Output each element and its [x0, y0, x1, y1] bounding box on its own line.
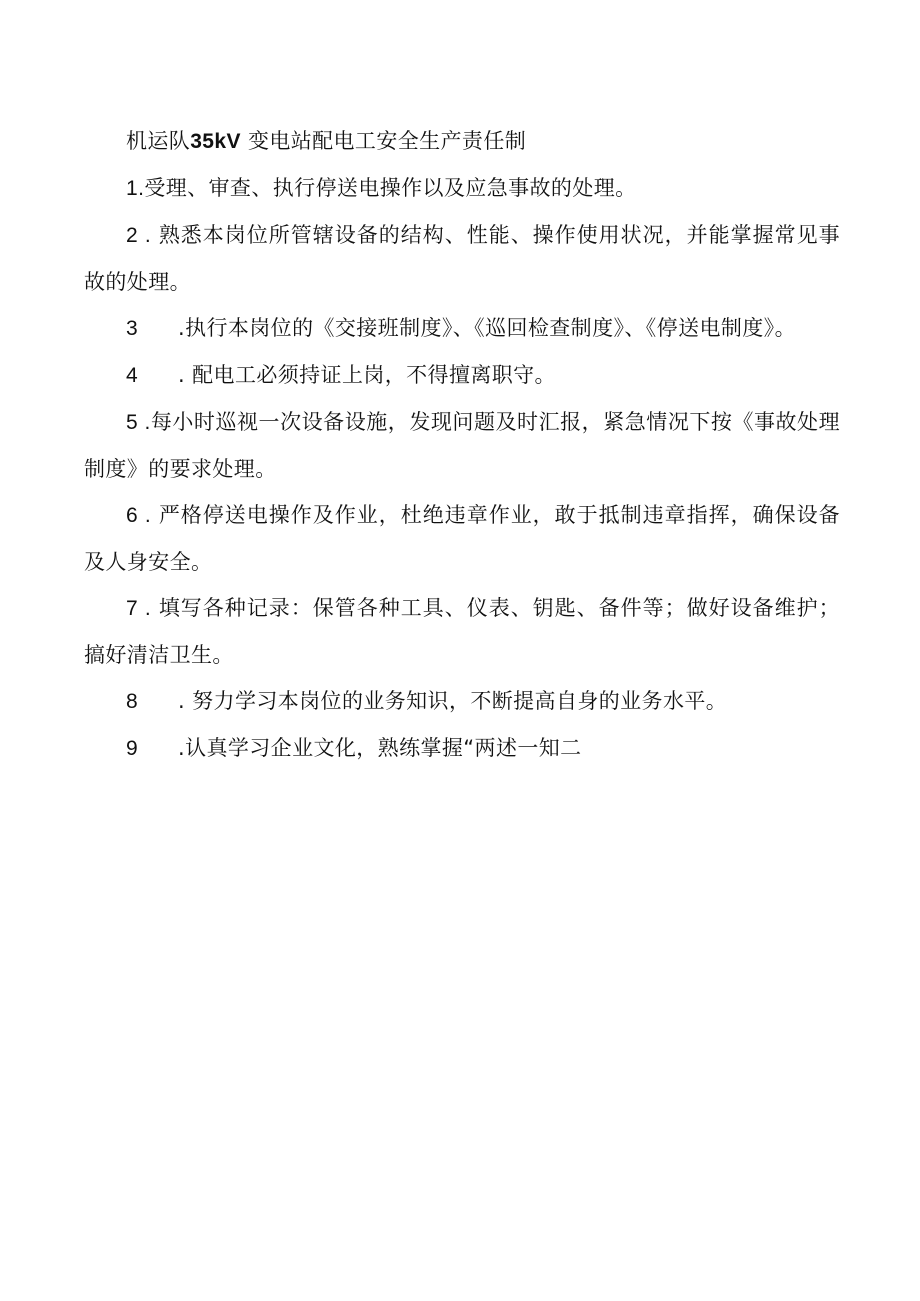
item-text: . 配电工必须持证上岗，不得擅离职守。 [178, 363, 556, 387]
item-text: 填写各种记录：保管各种工具、仪表、钥匙、备件等；做好设备维护；搞好清洁卫生。 [84, 596, 840, 667]
item-number: 9 [126, 737, 139, 760]
item-text: .执行本岗位的《交接班制度》、《巡回检查制度》、《停送电制度》。 [178, 316, 796, 340]
item-text: 严格停送电操作及作业，杜绝违章作业，敢于抵制违章指挥，确保设备及人身安全。 [84, 503, 840, 574]
duty-item-3 [84, 305, 840, 352]
title-voltage: 35kV [190, 130, 241, 153]
item-number: 8 [126, 690, 139, 713]
duty-item-5 [84, 399, 840, 492]
item-number: 4 [126, 364, 139, 387]
duty-item-6 [84, 492, 840, 585]
document-title [84, 118, 840, 165]
item-text: . 努力学习本岗位的业务知识，不断提高自身的业务水平。 [178, 689, 728, 713]
item-number: 3 [126, 317, 139, 340]
item-number: 5 . [126, 411, 151, 434]
duty-item-9 [84, 725, 840, 772]
title-prefix: 机运队 [126, 129, 191, 153]
duty-item-8 [84, 678, 840, 725]
item-number: 2 . [126, 224, 152, 247]
item-text: .认真学习企业文化，熟练掌握“两述一知二 [178, 736, 582, 760]
item-text: 受理、审查、执行停送电操作以及应急事故的处理。 [144, 176, 637, 200]
duty-item-4 [84, 352, 840, 399]
item-number: 1. [126, 177, 145, 200]
title-suffix: 变电站配电工安全生产责任制 [247, 129, 527, 153]
item-text: 熟悉本岗位所管辖设备的结构、性能、操作使用状况，并能掌握常见事故的处理。 [84, 223, 840, 294]
item-number: 6 . [126, 504, 152, 527]
item-number: 7 . [126, 597, 152, 620]
document-body [84, 118, 840, 772]
duty-item-7 [84, 585, 840, 678]
duty-item-2 [84, 212, 840, 305]
item-text: 每小时巡视一次设备设施，发现问题及时汇报，紧急情况下按《事故处理制度》的要求处理。 [84, 410, 840, 481]
duty-item-1 [84, 165, 840, 212]
